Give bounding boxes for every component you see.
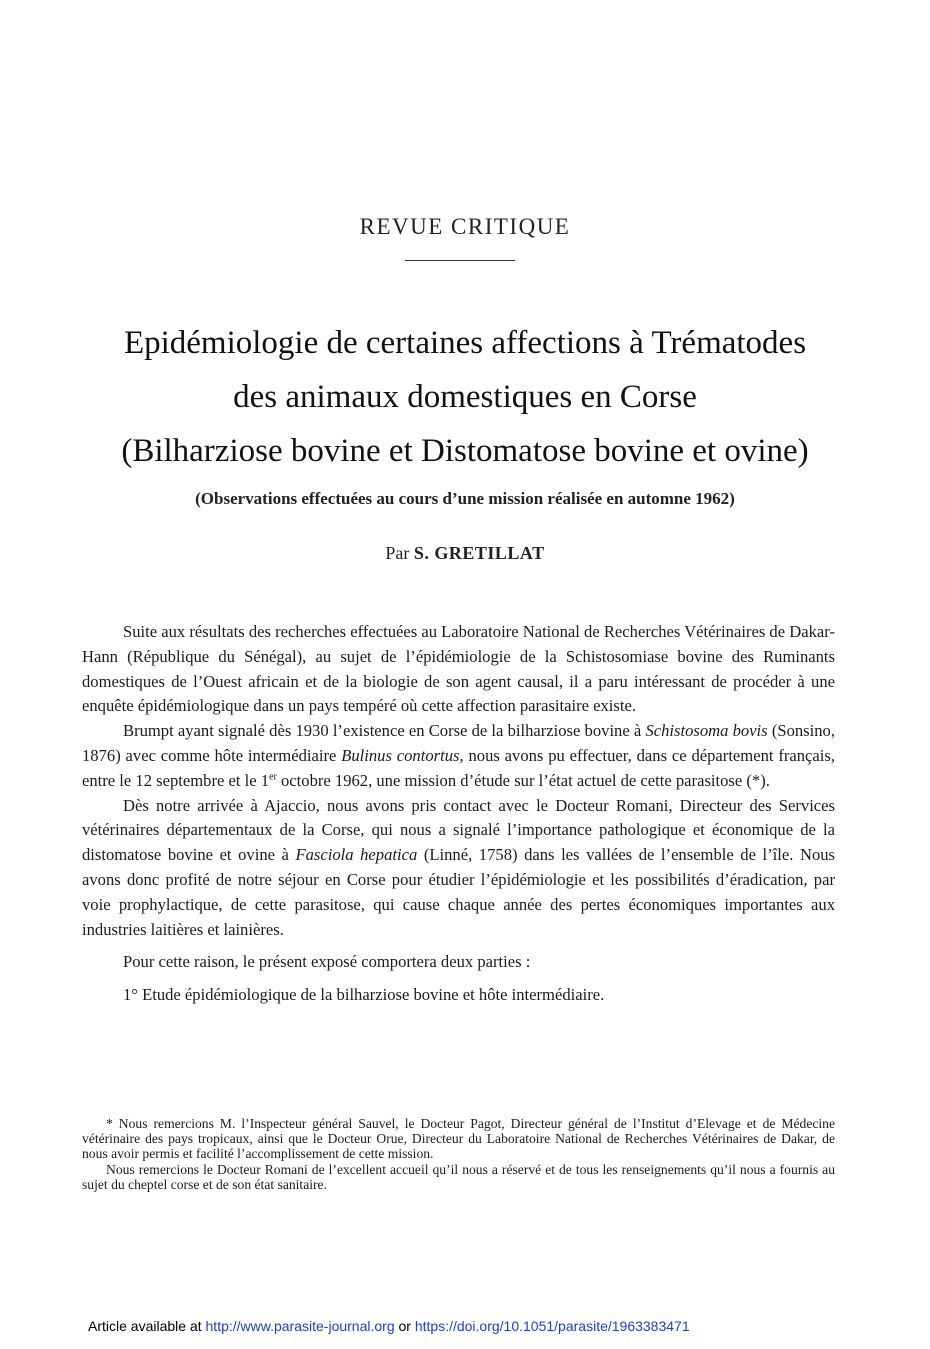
article-title	[60, 316, 870, 478]
section-heading: REVUE CRITIQUE	[359, 214, 571, 239]
paragraph-1: Suite aux résultats des recherches effectuées au Laboratoire National de Recherches Vétérinaires de Dakar-Hann (République du Sénégal), au sujet de l’épidémiologie de la Schistosomiase bovine des Ruminants domestiques de l’Ouest africain et de la biologie de son agent causal, il a paru intéressant de procéder à une enquête épidémiologique dans un pays tempéré où cette affection parasitaire existe.	[82, 622, 835, 716]
species-schistosoma-bovis: Schistosoma bovis	[645, 721, 768, 741]
title-line-2: des animaux domestiques en Corse	[233, 379, 697, 415]
title-line-3: (Bilharziose bovine et Distomatose bovine et ovine)	[121, 433, 809, 469]
footnote-1: * Nous remercions M. l’Inspecteur général Sauvel, le Docteur Pagot, Directeur général de l’Institut d’Elevage et de Médecine vétérinaire des pays tropicaux, ainsi que le Docteur Orue, Directeur du Laboratoire National de Recherches Vétérinaires de Dakar, de nous avoir permis et facilité l’accomplissement de cette mission.	[82, 1116, 835, 1162]
availability-or: or	[398, 1318, 411, 1334]
p2-text-c: nous avons pu effectuer, dans ce département français, entre le 12 septembre et le 1	[82, 745, 835, 790]
p3-text-a: Dès notre arrivée à Ajaccio, nous avons pris contact avec le Docteur Romani, Directeur des Services vétérinaires départementaux de la Corse, qui nous a signalé l’importance pathologique et économique de la distomatose bovine et ovine à	[82, 795, 835, 865]
article-subtitle: (Observations effectuées au cours d’une mission réalisée en automne 1962)	[195, 489, 735, 508]
paragraph-2	[82, 719, 835, 793]
paragraph-3	[82, 794, 835, 943]
p2-text-d: octobre 1962, une mission d’étude sur l’état actuel de cette parasitose (*).	[281, 770, 770, 790]
species-bulinus-contortus: Bulinus contortus,	[341, 745, 464, 765]
byline	[0, 543, 930, 564]
p3-text-b: (Linné, 1758) dans les vallées de l’ensemble de l’île. Nous avons donc profité de notre séjour en Corse pour étudier l’épidémiologie et les possibilités d’éradication, par voie prophylactique, de cette parasitose, qui cause chaque année des pertes économiques importantes aux industries laitières et lainières.	[82, 845, 835, 939]
journal-link[interactable]: http://www.parasite-journal.org	[205, 1318, 395, 1334]
footnote-2: Nous remercions le Docteur Romani de l’excellent accueil qu’il nous a réservé et de tous les renseignements qu’il nous a fournis au sujet du cheptel corse et de son état sanitaire.	[82, 1161, 835, 1192]
p2-text-a: Brumpt ayant signalé dès 1930 l’existence en Corse de la bilharziose bovine à	[123, 721, 642, 741]
availability-line	[88, 1318, 848, 1334]
availability-prefix: Article available at	[88, 1318, 202, 1334]
article-body	[82, 620, 835, 1008]
footnote	[82, 1116, 835, 1192]
doi-link[interactable]: https://doi.org/10.1051/parasite/1963383471	[414, 1318, 690, 1334]
paragraph-5: 1° Etude épidémiologique de la bilharziose bovine et hôte intermédiaire.	[123, 985, 605, 1005]
title-line-1: Epidémiologie de certaines affections à Trématodes	[123, 325, 807, 361]
ordinal-superscript: er	[269, 771, 277, 783]
author-name: S. GRETILLAT	[413, 543, 545, 563]
paragraph-4: Pour cette raison, le présent exposé comportera deux parties :	[123, 952, 531, 972]
species-fasciola-hepatica: Fasciola hepatica	[295, 845, 418, 865]
byline-prefix: Par	[385, 543, 410, 563]
section-divider	[405, 260, 515, 261]
p2-text-b: (Sonsino, 1876) avec comme hôte intermédiaire	[82, 721, 835, 765]
